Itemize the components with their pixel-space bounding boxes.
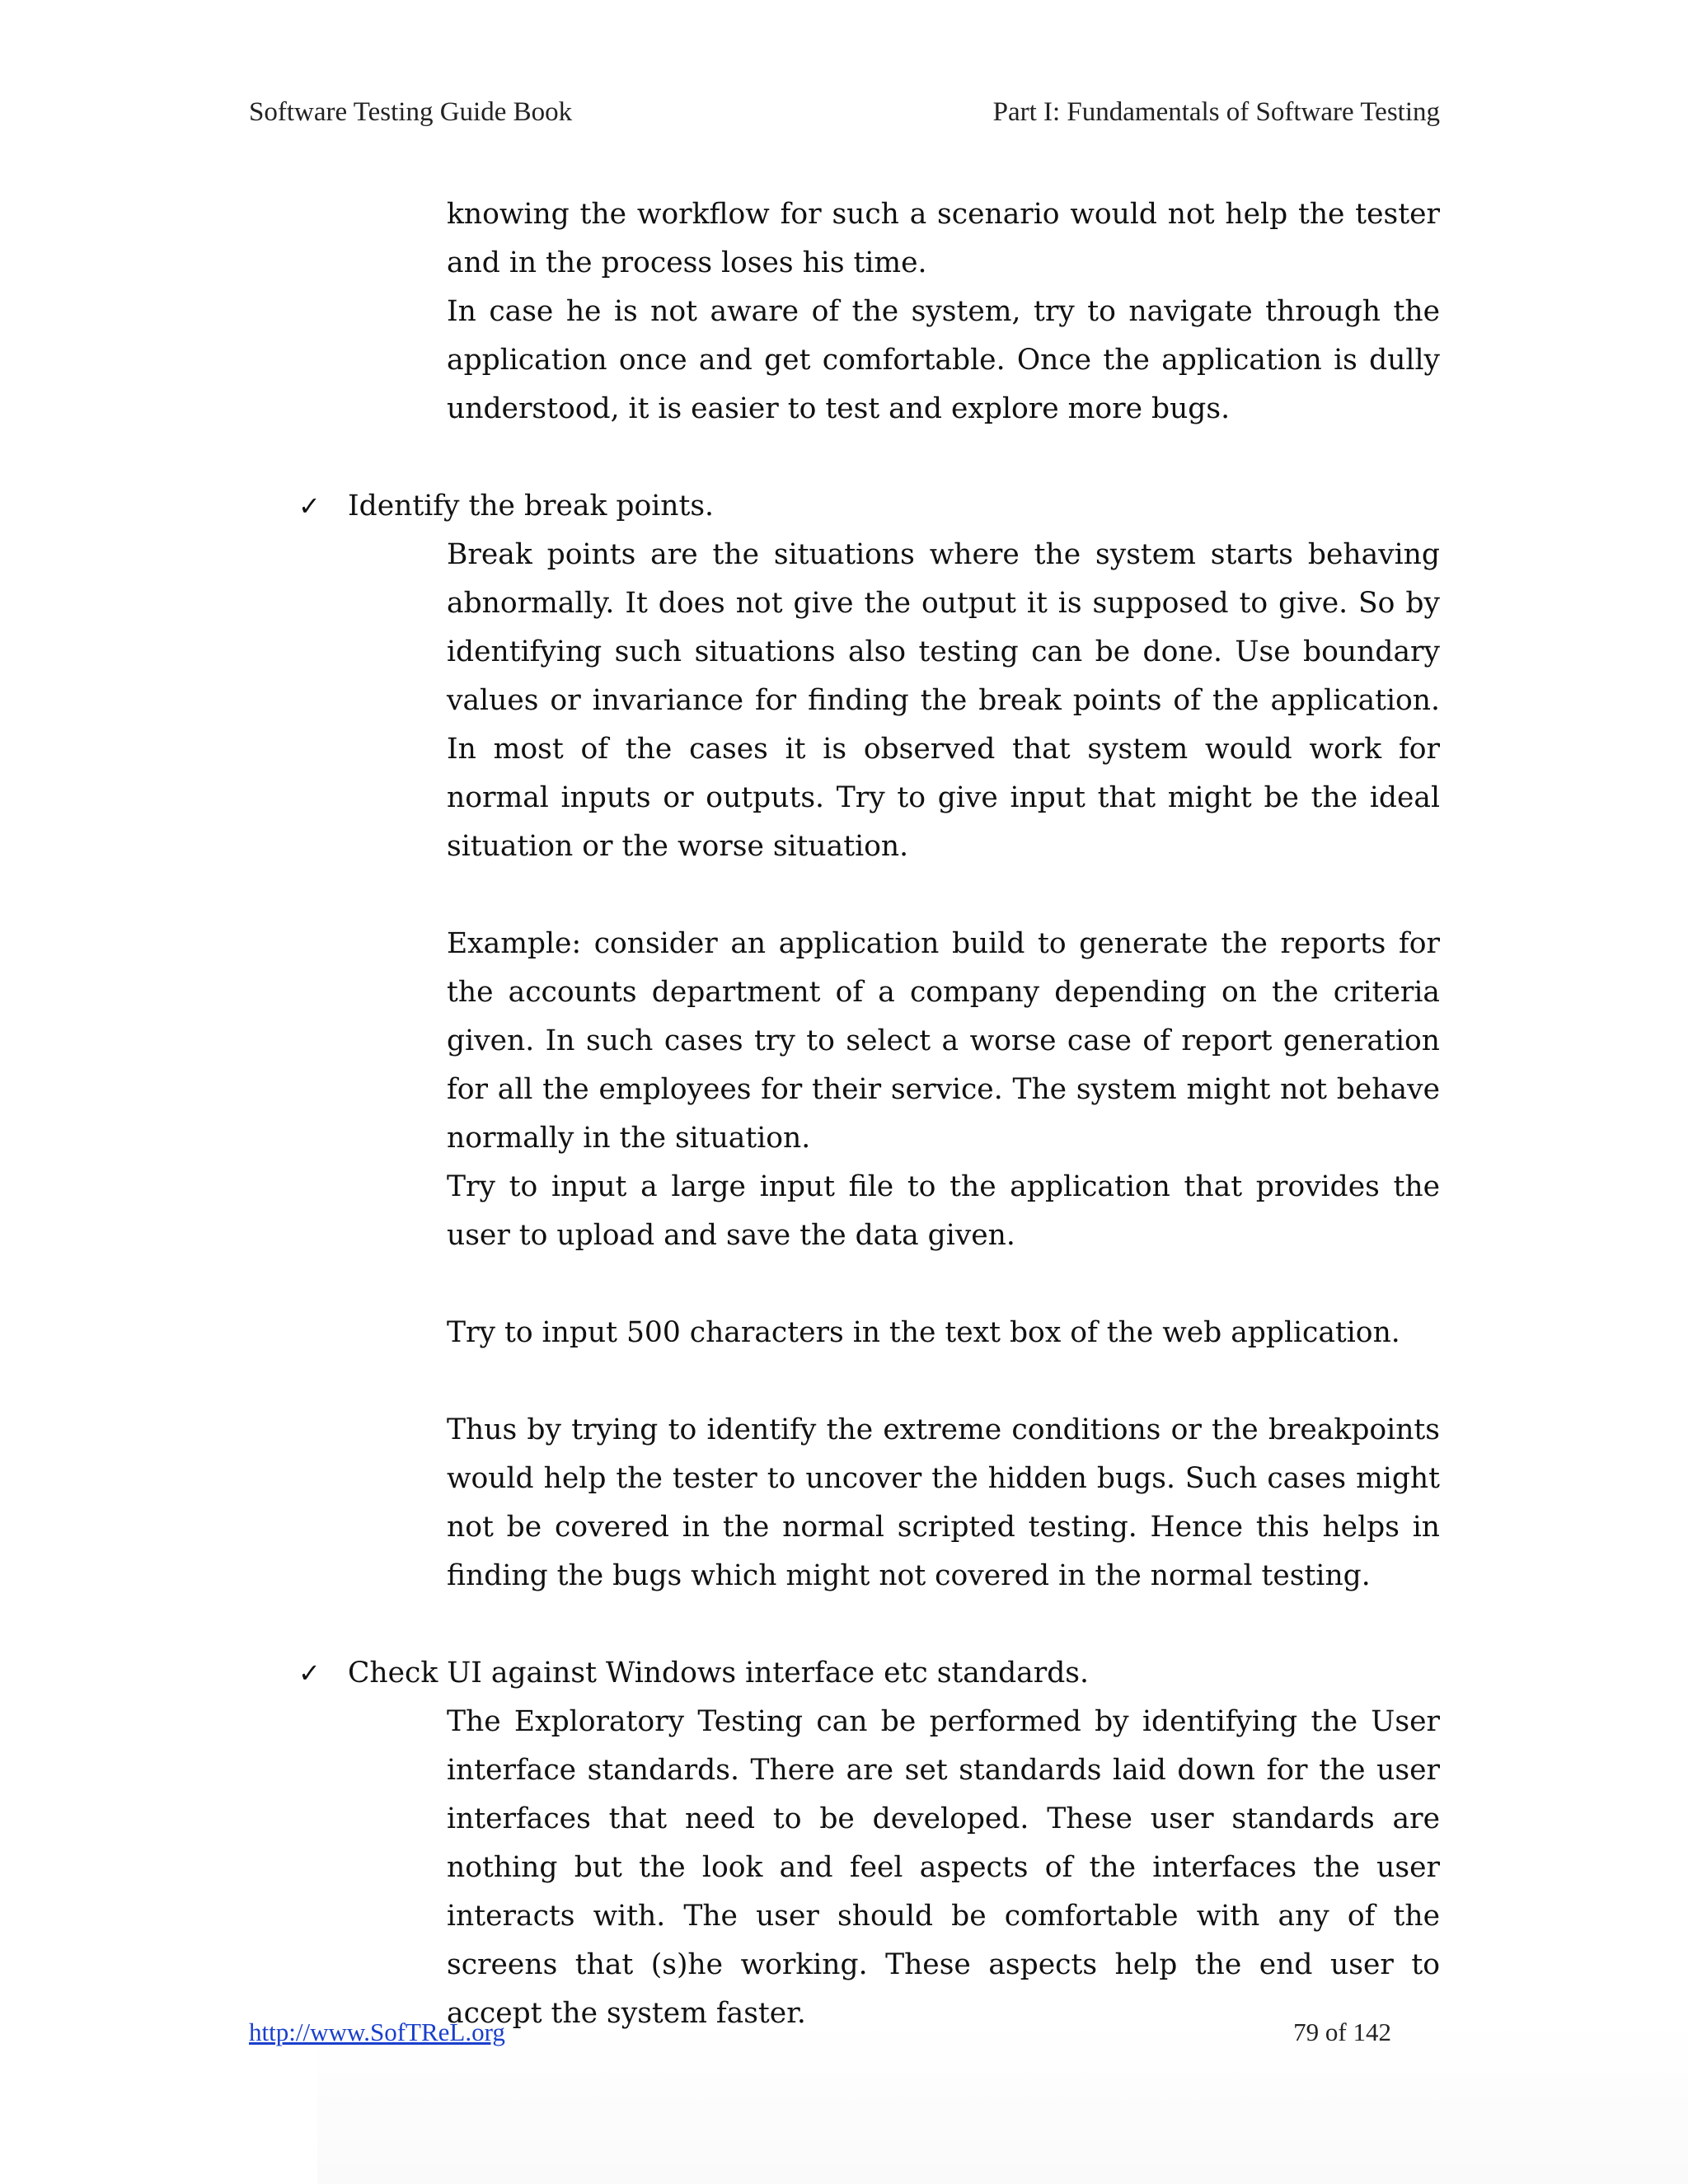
spacer — [249, 1260, 1440, 1309]
page-header — [249, 97, 1440, 130]
spacer — [249, 1601, 1440, 1649]
spacer — [249, 434, 1440, 482]
header-book-title: Software Testing Guide Book — [249, 97, 573, 127]
spacer — [249, 1357, 1440, 1406]
paragraph-extreme-conditions: Thus by trying to identify the extreme conditions or the breakpoints would help the tester to uncover the hidden bugs. Such cases might not be covered in the normal scripted testing. Hence this helps in finding the bugs which might not covered in the normal testing. — [447, 1413, 1440, 1592]
paragraph-navigate: In case he is not aware of the system, try to navigate through the application once and get comfortable. Once the application is dully understood, it is easier to test and explore more bugs. — [447, 295, 1440, 425]
checkmark-icon: ✓ — [298, 1657, 321, 1689]
header-part-title: Part I: Fundamentals of Software Testing — [992, 97, 1440, 127]
page-number: 79 of 142 — [1293, 2018, 1391, 2046]
bullet-break-points — [249, 482, 1440, 531]
checkmark-icon: ✓ — [298, 490, 321, 522]
spacer — [249, 871, 1440, 920]
paragraph-large-input: Try to input a large input file to the application that provides the user to upload and save the data given. — [447, 1170, 1440, 1252]
paragraph-example: Example: consider an application build to generate the reports for the accounts department of a company depending on the criteria given. In such cases try to select a worse case of report generation for all the employees for their service. The system might not behave normally in the situation. — [447, 927, 1440, 1155]
bullet-label: Check UI against Windows interface etc standards. — [348, 1657, 1089, 1690]
paragraph-workflow: knowing the workflow for such a scenario would not help the tester and in the process loses his time. — [447, 198, 1440, 279]
page-footer — [249, 2018, 1391, 2050]
paragraph-ui-standards: The Exploratory Testing can be performed by identifying the User interface standards. There are set standards laid down for the user interfaces that need to be developed. These user standards are nothing but the look and feel aspects of the interfaces the user interacts with. The user should be comfortable with any of the screens that (s)he working. These aspects help the end user to accept the system faster. — [447, 1705, 1440, 2030]
page-body — [249, 190, 1440, 2038]
paragraph-500-characters: Try to input 500 characters in the text box of the web application. — [447, 1316, 1400, 1349]
bullet-label: Identify the break points. — [348, 490, 715, 523]
bullet-check-ui — [249, 1649, 1440, 1698]
website-link[interactable]: http://www.SofTReL.org — [249, 2018, 505, 2046]
paragraph-break-points: Break points are the situations where the system starts behaving abnormally. It does not give the output it is supposed to give. So by identifying such situations also testing can be done. Use boundary values or invariance for finding the break points of the application. In most of the cases it is observed that system would work for normal inputs or outputs. Try to give input that might be the ideal situation or the worse situation. — [447, 538, 1440, 863]
